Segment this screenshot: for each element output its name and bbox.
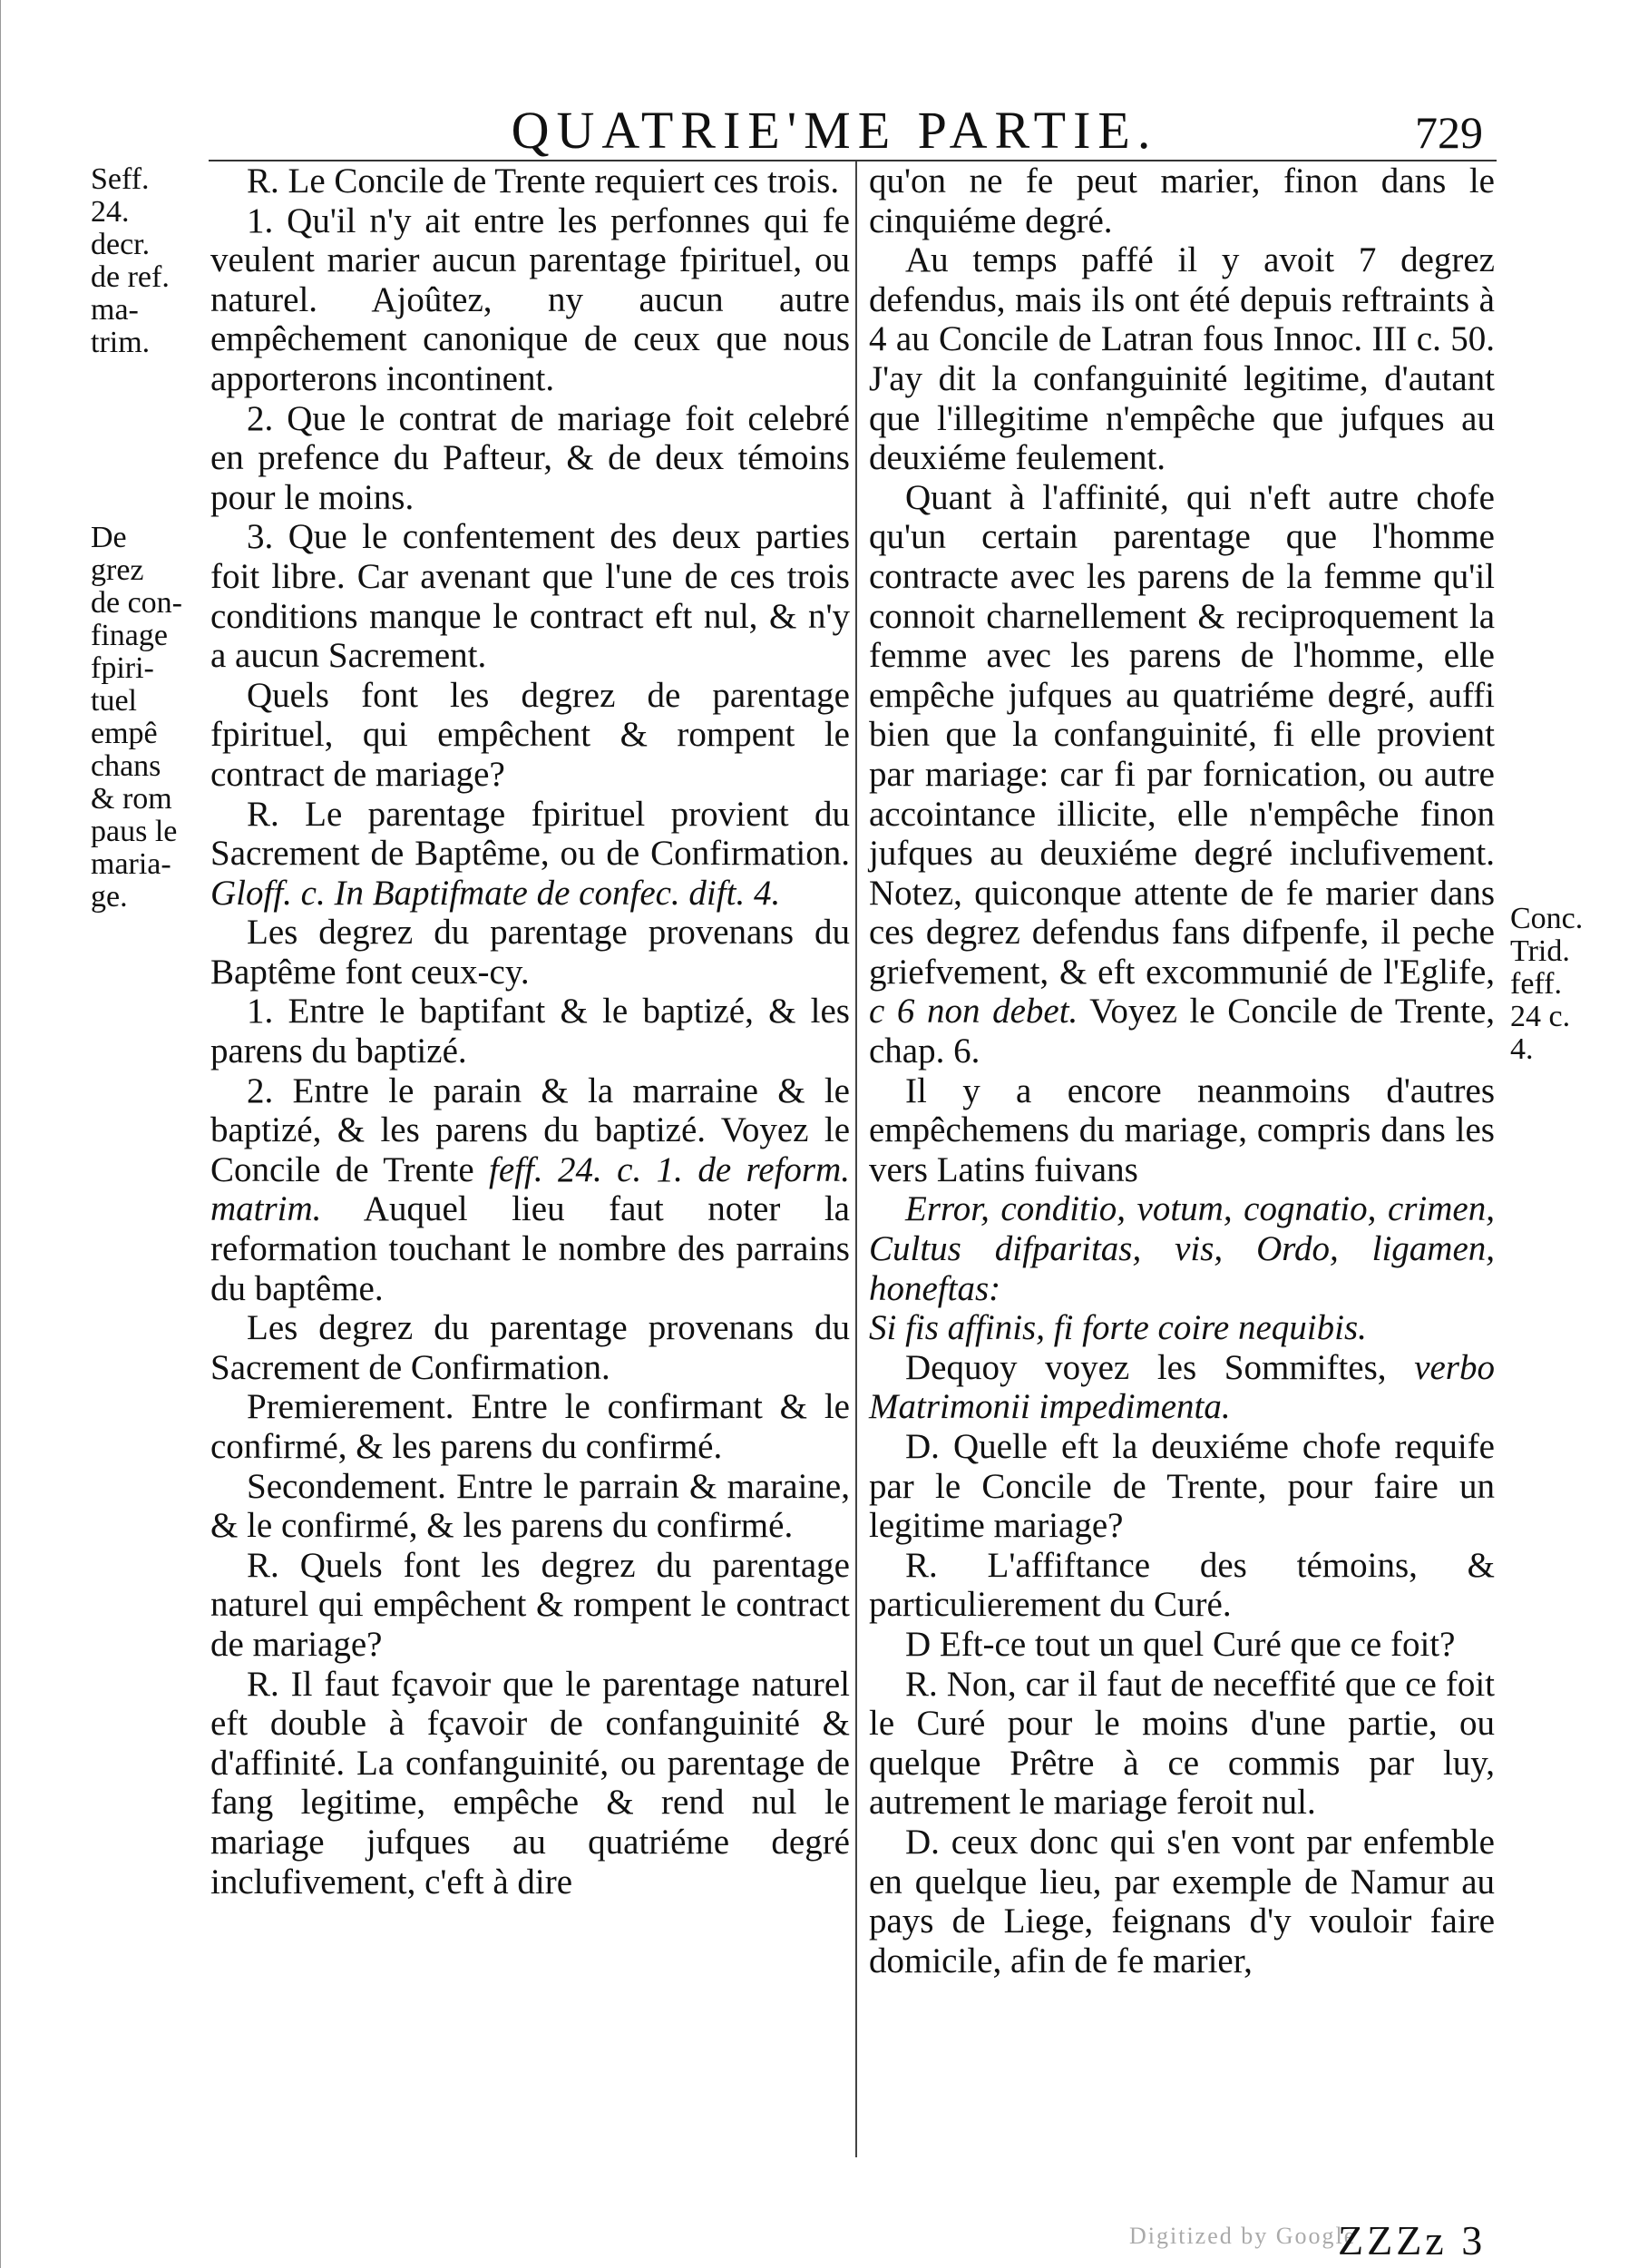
paragraph: R. Le parentage fpirituel provient du Sacrement de Baptême, ou de Confirmation. Gloff. c. In Baptifmate de confec. dift. 4.: [210, 794, 850, 913]
paragraph: R. Il faut fçavoir que le parentage naturel eft double à fçavoir de confanguinité & d'affinité. La confanguinité, ou parentage de fang legitime, empêche & rend nul le mariage jufques au quatriéme degré inclufivement, c'eft à dire: [210, 1664, 850, 1901]
paragraph: Au temps paffé il y avoit 7 degrez defendus, mais ils ont été depuis reftraints à 4 au Concile de Latran fous Innoc. III c. 50. J'ay dit la confanguinité legitime, d'autant que l'illegitime n'empêche que jufques au deuxiéme feulement.: [869, 240, 1495, 478]
paragraph: R. L'affiftance des témoins, & particulierement du Curé.: [869, 1545, 1495, 1625]
signature-mark: ZZZz 3: [1338, 2217, 1487, 2263]
margin-note-degrez: De grez de con- finage fpiri- tuel empê chans & rom paus le maria- ge.: [91, 521, 183, 914]
page-edge: [0, 0, 1, 2268]
paragraph: Il y a encore neanmoins d'autres empêchemens du mariage, compris dans les vers Latins fuivans: [869, 1070, 1495, 1189]
page-number: 729: [1415, 107, 1483, 158]
paragraph: 1. Entre le baptifant & le baptizé, & les parens du baptizé.: [210, 992, 850, 1071]
paragraph: Secondement. Entre le parrain & maraine, & le confirmé, & les parens du confirmé.: [210, 1466, 850, 1546]
paragraph: Les degrez du parentage provenans du Baptême font ceux-cy.: [210, 913, 850, 992]
running-header: QUATRIE'ME PARTIE.: [511, 101, 1158, 160]
paragraph: R. Le Concile de Trente requiert ces trois.: [247, 161, 840, 200]
paragraph: Quels font les degrez de parentage fpirituel, qui empêchent & rompent le contract de mariage?: [210, 675, 850, 794]
paragraph: R. Non, car il faut de neceffité que ce foit le Curé pour le moins d'une partie, ou quelque Prêtre à ce commis par luy, autrement le mariage feroit nul.: [869, 1664, 1495, 1823]
paragraph: R. Quels font les degrez du parentage naturel qui empêchent & rompent le contract de mariage?: [210, 1545, 850, 1664]
paragraph: qu'on ne fe peut marier, finon dans le cinquiéme degré.: [869, 161, 1495, 240]
margin-note-sess: Seff. 24. decr. de ref. ma- trim.: [91, 162, 170, 359]
paragraph: 2. Entre le parain & la marraine & le baptizé, & les parens du baptizé. Voyez le Concile de Trente feff. 24. c. 1. de reform. matrim. Auquel lieu faut noter la reformation touchant le nombre des parrains du baptême.: [210, 1070, 851, 1308]
paragraph: 2. Que le contrat de mariage foit celebré en prefence du Pafteur, & de deux témoins pour le moins.: [210, 398, 850, 517]
paragraph: Premierement. Entre le confirmant & le confirmé, & les parens du confirmé.: [210, 1387, 850, 1466]
paragraph: D. ceux donc qui s'en vont par enfemble en quelque lieu, par exemple de Namur au pays de Liege, feignans d'y vouloir faire domicile, afin de fe marier,: [869, 1822, 1495, 1980]
paragraph: 1. Qu'il n'y ait entre les perfonnes qui fe veulent marier aucun parentage fpirituel, ou naturel. Ajoûtez, ny aucun autre empêchement canonique de ceux que nous apporterons incontinent.: [210, 200, 850, 398]
left-column: [210, 161, 850, 1901]
digitized-watermark: Digitized by Google: [1129, 2223, 1357, 2249]
paragraph: 3. Que le confentement des deux parties foit libre. Car avenant que l'une de ces trois conditions manque le contract eft nul, & n'y a aucun Sacrement.: [210, 517, 850, 676]
paragraph: Quant à l'affinité, qui n'eft autre chofe qu'un certain parentage que l'homme contracte avec les parens de la femme qu'il connoit charnellement & reciproquement la femme avec les parens de l'homme, elle empêche jufques au quatriéme degré, auffi bien que la confanguinité, fi elle provient par mariage: car fi par fornication, ou autre accointance illicite, elle n'empêche finon jufques au deuxiéme degré inclufivement. Notez, quiconque attente de fe marier dans ces degrez defendus fans difpenfe, il peche griefvement, & eft excommunié de l'Eglife, c 6 non debet. Voyez le Concile de Trente, chap. 6.: [869, 477, 1495, 1071]
paragraph: Les degrez du parentage provenans du Sacrement de Confirmation.: [210, 1308, 850, 1387]
paragraph: Dequoy voyez les Sommiftes, verbo Matrimonii impedimenta.: [869, 1347, 1495, 1427]
right-column: [869, 161, 1495, 1980]
column-divider: [855, 161, 857, 2157]
margin-note-conc-trid: Conc. Trid. feff. 24 c. 4.: [1510, 902, 1584, 1066]
latin-verse: Si fis affinis, fi forte coire nequibis.: [869, 1308, 1367, 1348]
paragraph: D Eft-ce tout un quel Curé que ce foit?: [905, 1624, 1456, 1664]
paragraph: D. Quelle eft la deuxiéme chofe requife par le Concile de Trente, pour faire un legitime mariage?: [869, 1427, 1495, 1546]
latin-verse: Error, conditio, votum, cognatio, crimen, Cultus difparitas, vis, Ordo, ligamen, honeftas:: [869, 1189, 1495, 1308]
